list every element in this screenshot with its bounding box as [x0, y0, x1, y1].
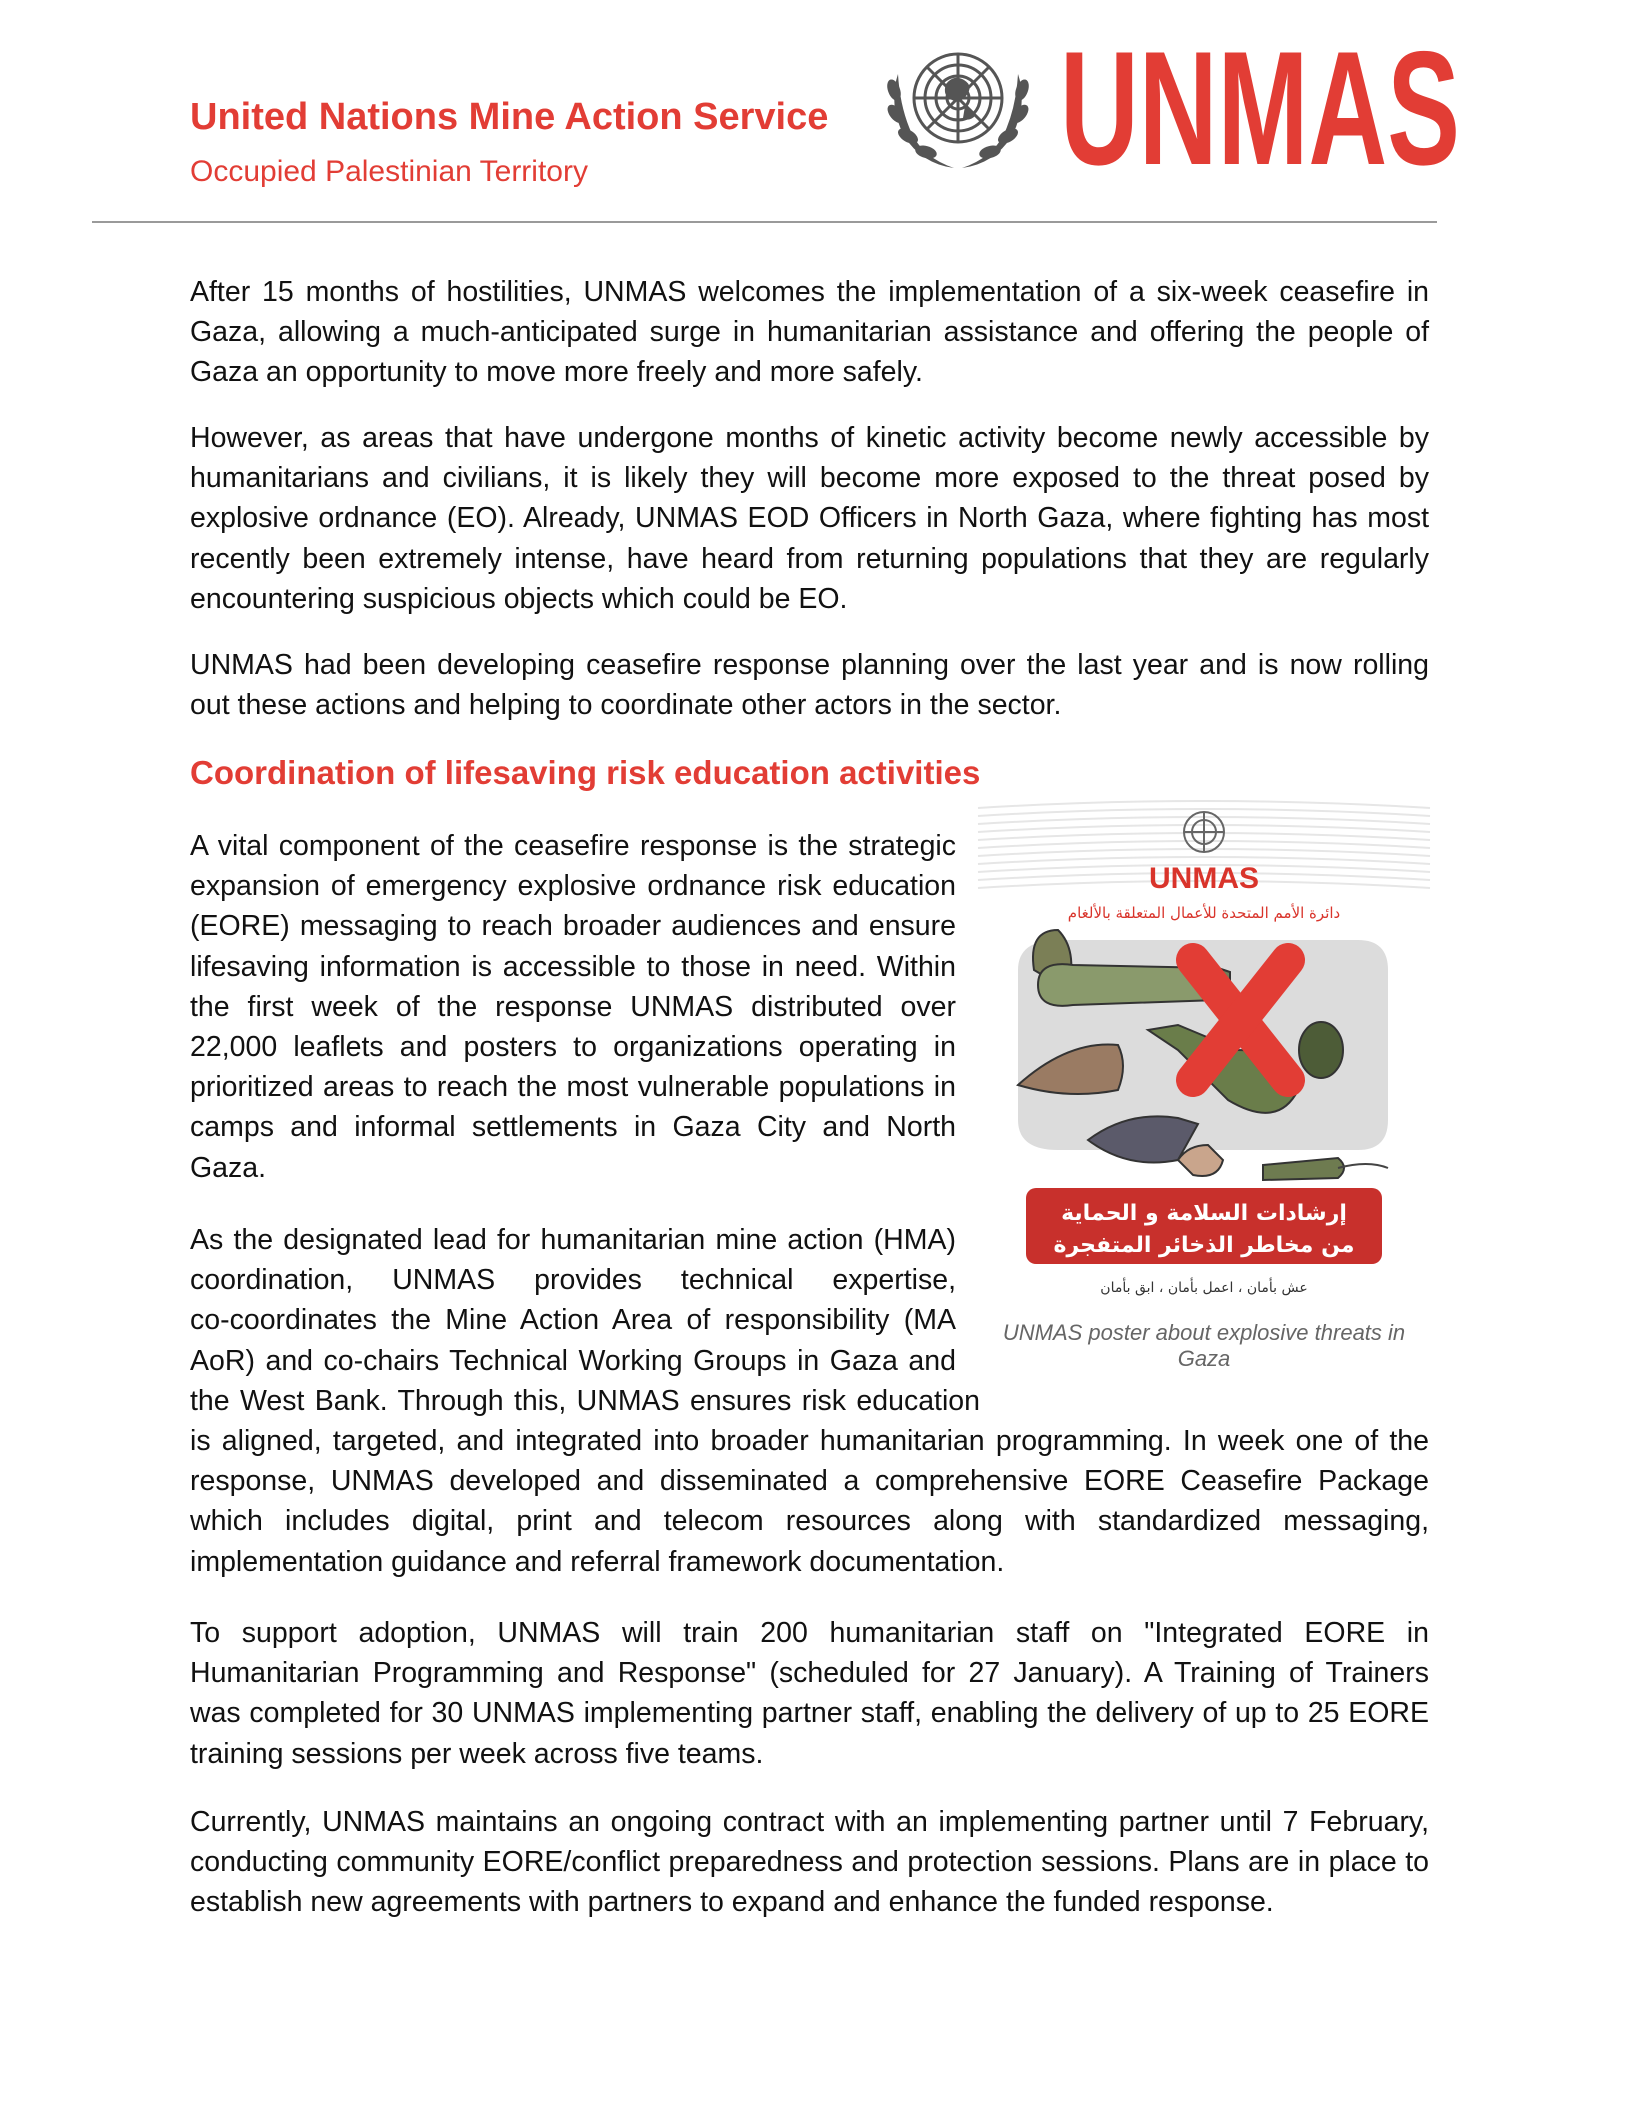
organization-name: United Nations Mine Action Service — [190, 96, 829, 138]
poster-footer-text: عش بأمان ، اعمل بأمان ، ابق بأمان — [1100, 1280, 1308, 1296]
poster-figure — [978, 800, 1430, 1380]
paragraph-eore-expansion: A vital component of the ceasefire response is the strategic expansion of emergency explosive ordnance risk education (EORE) messaging to reach broader audiences and ensure lifesaving information is accessible to those in need. Within the first week of the response UNMAS distributed over 22,000 leaflets and posters to organizations operating in prioritized areas to reach the most vulnerable populations in camps and informal settlements in Gaza City and North Gaza. — [190, 830, 956, 1184]
paragraph-contract: Currently, UNMAS maintains an ongoing contract with an implementing partner until 7 February, conducting community EORE/conflict preparedness and protection sessions. Plans are in place to establish new agreements with partners to expand and enhance the funded response. — [190, 1806, 1429, 1919]
poster-banner-line2: من مخاطر الذخائر المتفجرة — [1053, 1233, 1355, 1258]
poster-subtitle-text: دائرة الأمم المتحدة للأعمال المتعلقة بالألغام — [1067, 904, 1341, 922]
section-heading: Coordination of lifesaving risk education activities — [190, 754, 981, 791]
paragraph-eo-threat: However, as areas that have undergone months of kinetic activity become newly accessible by humanitarians and civilians, it is likely they will become more exposed to the threat posed by explosive ordnance (EO). Already, UNMAS EOD Officers in North Gaza, where fighting has most recently been extremely intense, have heard from returning populations that they are regularly encountering suspicious objects which could be EO. — [190, 422, 1429, 615]
paragraph-planning: UNMAS had been developing ceasefire response planning over the last year and is now rolling out these actions and helping to coordinate other actors in the sector. — [190, 649, 1429, 722]
unmas-logo-text: UNMAS — [1060, 18, 1460, 199]
poster-brand-text: UNMAS — [1149, 862, 1259, 895]
region-subtitle: Occupied Palestinian Territory — [190, 155, 588, 188]
figure-caption: UNMAS poster about explosive threats in Gaza — [1002, 1320, 1406, 1371]
paragraph-ceasefire-intro: After 15 months of hostilities, UNMAS welcomes the implementation of a six-week ceasefire in Gaza, allowing a much-anticipated surge in humanitarian assistance and offering the people of Gaza an opportunity to move more freely and more safely. — [190, 276, 1429, 389]
text-line: As the designated lead for humanitarian mine action (HMA) — [190, 1224, 956, 1256]
un-emblem-icon — [880, 34, 1036, 172]
poster-banner-line1: إرشادات السلامة و الحماية — [1061, 1201, 1347, 1226]
page-header — [0, 0, 1632, 230]
text-line: the West Bank. Through this, UNMAS ensures risk education — [190, 1384, 980, 1417]
paragraph-eore-package: is aligned, targeted, and integrated into broader humanitarian programming. In week one of the response, UNMAS developed and disseminated a comprehensive EORE Ceasefire Package which includes digital, print and telecom resources along with standardized messaging, implementation guidance and referral framework documentation. — [190, 1425, 1429, 1578]
unmas-logo — [1060, 18, 1460, 199]
poster-un-emblem-icon — [1184, 812, 1224, 852]
paragraph-hma-coordination — [190, 1220, 980, 1421]
unmas-poster-image — [978, 800, 1430, 1305]
text-line: AoR) and co-chairs Technical Working Groups in Gaza and — [190, 1344, 956, 1377]
header-divider — [92, 221, 1437, 223]
text-line: coordination, UNMAS provides technical expertise, — [190, 1264, 956, 1297]
paragraph-training: To support adoption, UNMAS will train 200 humanitarian staff on "Integrated EORE in Humanitarian Programming and Response" (scheduled for 27 January). A Training of Trainers was completed for 30 UNMAS implementing partner staff, enabling the delivery of up to 25 EORE training sessions per week across five teams. — [190, 1617, 1429, 1770]
text-line: co-coordinates the Mine Action Area of responsibility (MA — [190, 1304, 956, 1337]
